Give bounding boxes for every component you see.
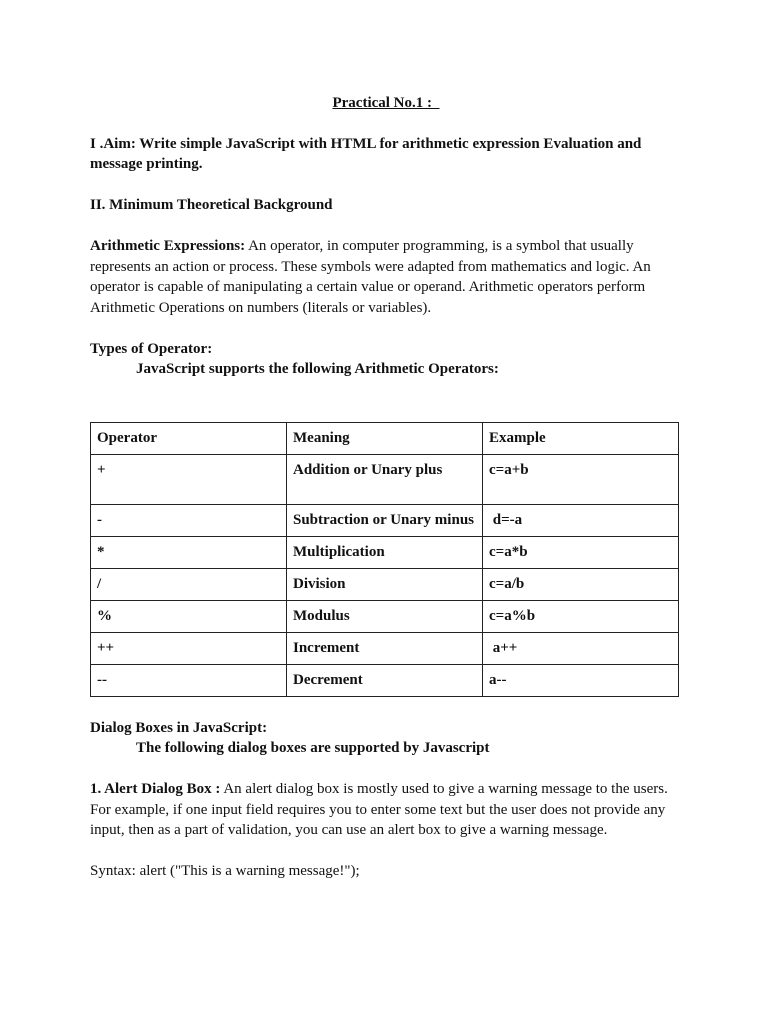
cell-operator: / <box>91 568 287 600</box>
cell-example: c=a%b <box>483 600 679 632</box>
cell-example: c=a/b <box>483 568 679 600</box>
syntax-line: Syntax: alert ("This is a warning message!"); <box>90 863 360 879</box>
dialog-subheading: The following dialog boxes are supported by Javascript <box>136 740 490 756</box>
cell-operator: + <box>91 454 287 504</box>
aim-text: I .Aim: Write simple JavaScript with HTML for arithmetic expression Evaluation and message printing. <box>90 135 642 172</box>
table-row <box>91 632 679 664</box>
table-row <box>91 600 679 632</box>
alert-paragraph <box>90 779 680 841</box>
cell-example: c=a+b <box>483 454 679 504</box>
table-row <box>91 568 679 600</box>
document-page <box>90 93 680 882</box>
header-example: Example <box>483 422 679 454</box>
cell-meaning: Addition or Unary plus <box>287 454 483 504</box>
arithmetic-text: An operator, in computer programming, is a symbol that usually represents an action or process. These symbols were adapted from mathematics and logic. An operator is capable of manipulating a certain value or operand. Arithmetic operators perform Arithmetic Operations on numbers (literals or variables). <box>90 238 651 316</box>
cell-meaning: Decrement <box>287 664 483 696</box>
cell-meaning: Subtraction or Unary minus <box>287 504 483 536</box>
cell-operator: % <box>91 600 287 632</box>
types-heading: Types of Operator: <box>90 340 213 357</box>
section-heading-background: II. Minimum Theoretical Background <box>90 197 333 213</box>
types-subheading: JavaScript supports the following Arithmetic Operators: <box>136 361 499 377</box>
table-row <box>91 504 679 536</box>
cell-operator: ++ <box>91 632 287 664</box>
cell-meaning: Increment <box>287 632 483 664</box>
table-row <box>91 536 679 568</box>
arithmetic-paragraph <box>90 236 680 318</box>
table-header-row <box>91 422 679 454</box>
page-title: Practical No.1 : <box>332 95 440 111</box>
cell-operator: -- <box>91 664 287 696</box>
dialog-heading: Dialog Boxes in JavaScript: <box>90 719 268 736</box>
header-operator: Operator <box>91 422 287 454</box>
operators-table <box>90 422 679 697</box>
table-row <box>91 664 679 696</box>
arithmetic-label: Arithmetic Expressions: <box>90 238 246 254</box>
table-row <box>91 454 679 504</box>
cell-example: c=a*b <box>483 536 679 568</box>
cell-example: a-- <box>483 664 679 696</box>
header-meaning: Meaning <box>287 422 483 454</box>
cell-operator: - <box>91 504 287 536</box>
cell-operator: * <box>91 536 287 568</box>
cell-example: a++ <box>483 632 679 664</box>
cell-meaning: Modulus <box>287 600 483 632</box>
cell-meaning: Division <box>287 568 483 600</box>
cell-example: d=-a <box>483 504 679 536</box>
alert-text: An alert dialog box is mostly used to give a warning message to the users. For example, if one input field requires you to enter some text but the user does not provide any input, then as a part of validation, you can use an alert box to give a warning message. <box>90 781 668 838</box>
alert-label: 1. Alert Dialog Box : <box>90 781 221 797</box>
cell-meaning: Multiplication <box>287 536 483 568</box>
